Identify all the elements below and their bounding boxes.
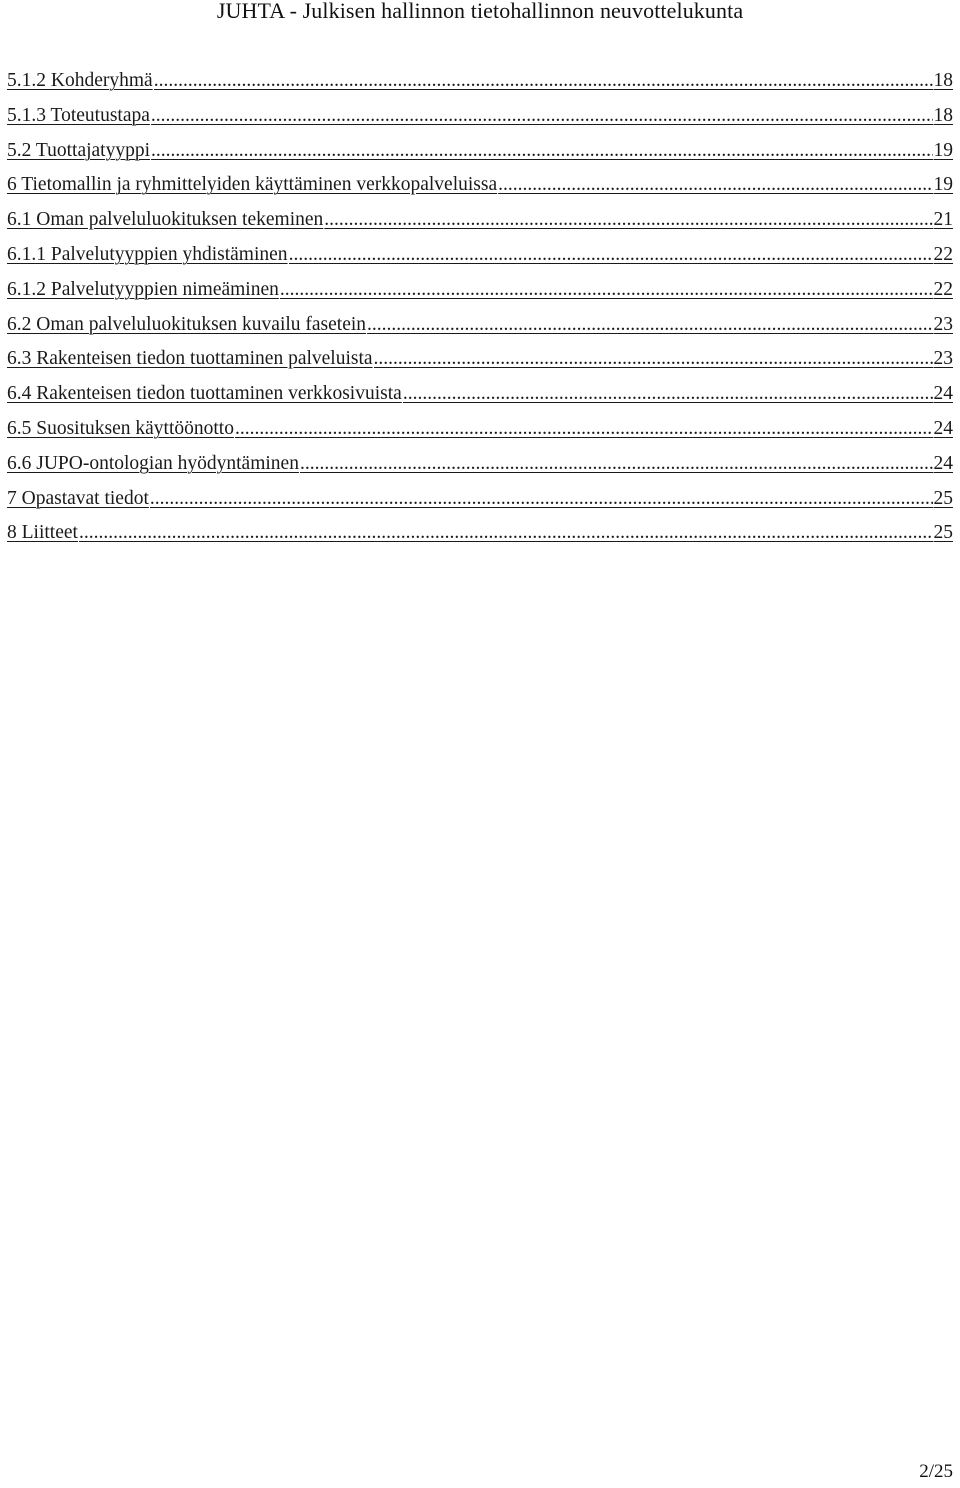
toc-entry-title: 5.2 Tuottajatyyppi [7,139,151,161]
toc-leader-dots [280,278,933,302]
toc-leader-dots [498,173,932,197]
toc-entry-8[interactable] [7,521,953,556]
toc-leader-dots [403,382,933,406]
toc-entry-page: 24 [933,417,953,439]
toc-entry-6-6[interactable] [7,452,953,487]
toc-entry-page: 25 [933,487,953,509]
toc-leader-dots [151,139,932,163]
toc-entry-5-1-3[interactable] [7,104,953,139]
toc-leader-dots [151,104,933,128]
toc-entry-page: 19 [933,174,953,196]
toc-entry-6[interactable] [7,173,953,208]
toc-entry-title: 5.1.3 Toteutustapa [7,104,150,126]
toc-entry-page: 23 [933,313,953,335]
toc-entry-title: 6.6 JUPO-ontologian hyödyntäminen [7,452,299,474]
toc-entry-page: 19 [933,139,953,161]
toc-entry-title: 6.1.1 Palvelutyyppien yhdistäminen [7,243,288,265]
page-number: 2/25 [919,1461,953,1482]
toc-entry-6-4[interactable] [7,382,953,417]
toc-entry-page: 24 [933,452,953,474]
toc-leader-dots [367,313,932,337]
toc-entry-6-1-2[interactable] [7,278,953,313]
toc-entry-title: 6.3 Rakenteisen tiedon tuottaminen palveluista [7,348,373,370]
toc-entry-5-2[interactable] [7,139,953,174]
toc-entry-title: 6 Tietomallin ja ryhmittelyiden käyttäminen verkkopalveluissa [7,174,498,196]
toc-leader-dots [289,243,933,267]
toc-entry-5-1-2[interactable] [7,69,953,104]
toc-entry-7[interactable] [7,487,953,522]
table-of-contents [7,69,953,556]
page-title: JUHTA - Julkisen hallinnon tietohallinnon neuvottelukunta [216,0,744,23]
toc-entry-page: 25 [933,522,953,544]
toc-entry-page: 18 [933,70,953,91]
toc-entry-6-1-1[interactable] [7,243,953,278]
toc-entry-title: 6.1 Oman palveluluokituksen tekeminen [7,209,324,231]
toc-leader-dots [235,417,933,441]
toc-entry-page: 22 [933,278,953,300]
toc-entry-title: 5.1.2 Kohderyhmä [7,70,153,91]
toc-entry-page: 23 [933,348,953,370]
toc-leader-dots [150,487,933,511]
toc-entry-title: 6.1.2 Palvelutyyppien nimeäminen [7,278,279,300]
toc-entry-6-5[interactable] [7,417,953,452]
toc-leader-dots [300,452,933,476]
toc-entry-page: 18 [933,104,953,126]
toc-leader-dots [79,521,933,545]
toc-entry-title: 6.4 Rakenteisen tiedon tuottaminen verkkosivuista [7,383,402,405]
toc-entry-title: 6.5 Suosituksen käyttöönotto [7,417,234,439]
toc-entry-page: 22 [933,243,953,265]
toc-entry-page: 24 [933,383,953,405]
toc-leader-dots [154,69,933,93]
toc-entry-title: 6.2 Oman palveluluokituksen kuvailu fasetein [7,313,367,335]
toc-entry-6-2[interactable] [7,313,953,348]
toc-entry-page: 21 [933,209,953,231]
toc-entry-6-1[interactable] [7,208,953,243]
toc-leader-dots [374,347,933,371]
toc-leader-dots [324,208,932,232]
toc-entry-title: 8 Liitteet [7,522,78,544]
toc-entry-6-3[interactable] [7,347,953,382]
toc-entry-title: 7 Opastavat tiedot [7,487,149,509]
